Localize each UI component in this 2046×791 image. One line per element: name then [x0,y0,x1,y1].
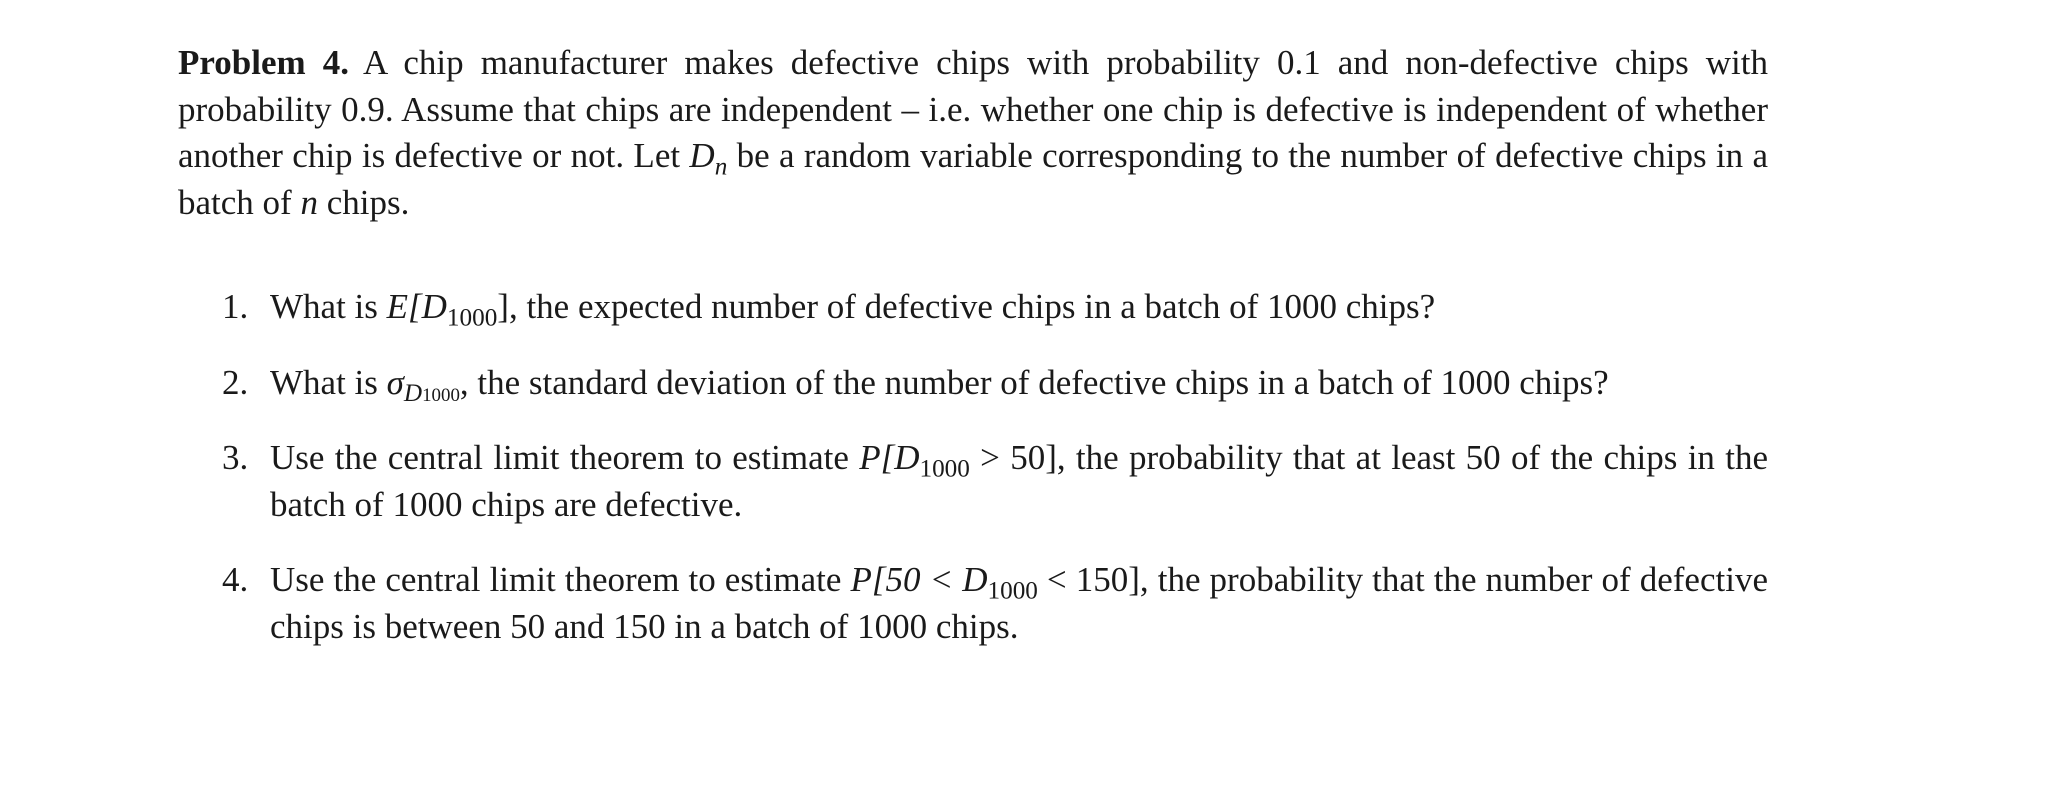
question-item-3 [222,435,1768,528]
question-text: Use the central limit theorem to estimate [270,438,849,477]
math-part: ], [497,287,518,326]
math-part: > 50], [969,438,1066,477]
probability-range-expression [850,560,1149,605]
problem-page [178,40,1769,646]
math-subscript: 1000 [919,455,970,483]
intro-text-1: A chip manufacturer makes defective chips with probability 0.1 and non-defective chips with probability 0.9. Assume that chips are independent – i.e. whether one chip is defective is independent of whether another chip is defective or not. Let [178,43,1768,175]
sigma-subscript [404,380,460,407]
question-text: the probability that at least 50 of the chips in the batch of 1000 chips are defective. [270,438,1768,524]
question-list [222,284,1768,650]
std-dev-expression [386,362,460,408]
question-item-2 [222,360,1768,407]
question-text: What is [270,362,378,402]
sigma-symbol: σ [386,362,404,402]
question-text: , the standard deviation of the number of defective chips in a batch of 1000 chips? [459,362,1609,402]
question-text: What is [270,287,378,326]
question-item-4 [222,557,1768,650]
problem-statement [178,40,1768,226]
sigma-subscript-letter: D [403,380,423,408]
intro-text-3: chips. [326,182,410,222]
question-number: 3. [222,438,249,477]
question-text: the expected number of defective chips in a batch of 1000 chips? [526,287,1436,326]
math-subscript: 1000 [446,304,498,332]
math-part: P[D [859,438,920,477]
question-number: 1. [222,287,249,326]
math-part: P[50 < D [850,560,988,599]
math-part: E[D [386,287,447,326]
question-number: 4. [222,560,249,599]
question-number: 2. [222,362,249,402]
probability-expression [859,438,1066,483]
random-variable-letter: D [689,136,715,175]
batch-size-symbol: n [300,182,318,222]
random-variable-subscript: n [714,153,728,181]
question-item-1 [222,284,1768,331]
random-variable-symbol [689,136,728,181]
math-part: < 150], [1037,560,1149,599]
question-text: the probability that the number of defective chips is between 50 and 150 in a batch of 1000 chips. [270,560,1768,646]
math-subscript: 1000 [987,577,1038,605]
expected-value-expression [386,287,518,332]
problem-heading: Problem 4. [178,43,349,82]
intro-text-2: be a random variable corresponding to the number of defective chips in a batch of [178,136,1769,222]
question-text: Use the central limit theorem to estimate [270,560,842,599]
sigma-subscript-number: 1000 [422,385,460,407]
